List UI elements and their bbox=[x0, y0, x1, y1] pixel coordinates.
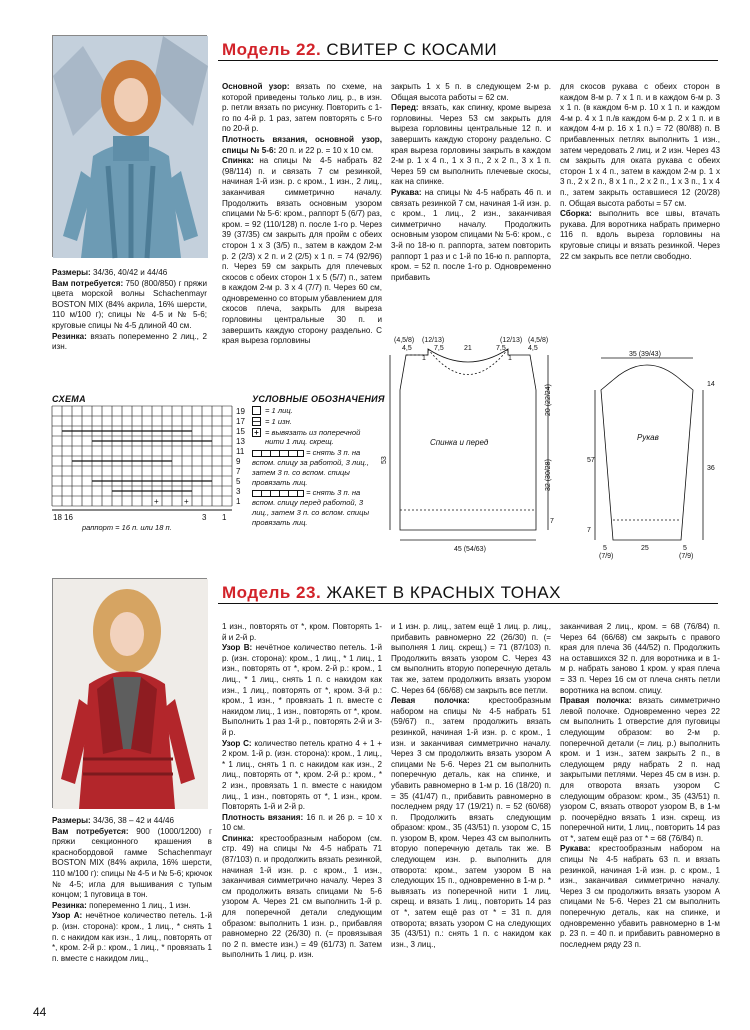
spec-sizes: Размеры: 34/36, 40/42 и 44/46 bbox=[52, 268, 168, 277]
svg-text:32 (30/28): 32 (30/28) bbox=[545, 459, 552, 491]
svg-text:7,5: 7,5 bbox=[434, 345, 444, 352]
svg-text:45 (54/63): 45 (54/63) bbox=[454, 546, 486, 553]
svg-text:1: 1 bbox=[508, 355, 512, 362]
pattern-sleeve bbox=[585, 350, 725, 560]
model23-title bbox=[222, 583, 561, 603]
scheme-stitch-label: 16 bbox=[64, 513, 73, 522]
spec-materials: Вам потребуется: 750 (800/850) г пряжи цвета морской волны Schachenmayr BOSTON MIX (84% акрила, 16% шерсти, 110 м/100 г); спицы № 4-5 и № 5-6; круговые спицы № 4-5 длиной 40 см. bbox=[52, 278, 207, 330]
scheme-row-label: 9 bbox=[236, 457, 241, 466]
increase-symbol: + bbox=[252, 428, 261, 437]
svg-text:(7/9): (7/9) bbox=[599, 553, 614, 560]
scheme-stitch-label: 1 bbox=[222, 513, 227, 522]
scheme-stitch-label: 18 bbox=[53, 513, 62, 522]
svg-text:4,5: 4,5 bbox=[402, 345, 412, 352]
svg-text:7: 7 bbox=[587, 527, 591, 534]
model23-photo-illustration bbox=[53, 579, 208, 809]
model23-number: Модель 23. bbox=[222, 583, 322, 602]
knit-symbol bbox=[252, 406, 261, 415]
model22-specs bbox=[52, 268, 207, 353]
scheme-row-label: 13 bbox=[236, 437, 245, 446]
legend bbox=[252, 406, 372, 529]
scheme-row-label: 5 bbox=[236, 477, 241, 486]
dim-shoulder-left: (4,5/8) bbox=[394, 337, 415, 344]
svg-text:14: 14 bbox=[707, 381, 715, 388]
model23-title-rule bbox=[218, 603, 718, 604]
model23-name: ЖАКЕТ В КРАСНЫХ ТОНАХ bbox=[326, 583, 561, 602]
model22-title-rule bbox=[218, 60, 718, 61]
scheme-chart bbox=[48, 402, 244, 537]
svg-text:(7/9): (7/9) bbox=[679, 553, 694, 560]
svg-text:(4,5/8): (4,5/8) bbox=[528, 337, 549, 344]
model23-col3: заканчивая 2 лиц., кром. = 68 (76/84) п. Через 64 (66/68) см закрыть с правого края для плеча 36 (44/52) п. Продолжить на оставшихся 32 п. для воротника и в 1-м р. набрать заново 1 кром. у края плеча = 33 п. Через 16 см от плеча снять петли воротника на вспом. спицу. Правая полочка: вязать симметрично левой полочке. Одновременно через 22 см выполнить 1 отверстие для пуговицы следующим образом: во 2-м р. поперечной детали (= лиц. р.) выполнить кром. и 1 изн., затем закрыть 2 п., в следующем ряду набрать 2 п. над закрытыми петлями. Через 45 см в изн. р. для отворота вязать узором С следующим образом: кром., 35 (43/51) п. узором С, вязать отворот узором В, в 1-м р. поочерёдно вязать 1 изн. скрещ. из поперечной нити, 1 лиц., повторить 14 раз от *, затем ещё раз от * = 68 (76/84) п. Рукава: крестообразным набором на спицы № 4-5 набрать 63 п. и вязать резинкой, начиная 1-й изн. р. с кром., 1 изн., заканчивая симметрично началу. Через 3 см продолжить вязать узором А спицами № 5-6. Через 21 см выполнить поперечную деталь, как на спинке, и одновременно убавить равномерно в 1-м р. 23 п. = 40 п. и прибавить равномерно в последнем ряду 23 п. bbox=[560, 622, 720, 949]
scheme-row-label: 19 bbox=[236, 407, 245, 416]
increase-mark: + bbox=[154, 497, 159, 506]
model22-title bbox=[222, 40, 497, 60]
scheme-row-label: 7 bbox=[236, 467, 241, 476]
cable-right-symbol bbox=[252, 490, 304, 497]
sleeve-outline bbox=[601, 365, 693, 540]
svg-text:53: 53 bbox=[381, 456, 388, 464]
svg-text:7: 7 bbox=[550, 518, 554, 525]
legend-title: УСЛОВНЫЕ ОБОЗНАЧЕНИЯ bbox=[252, 394, 385, 404]
svg-text:25: 25 bbox=[641, 545, 649, 552]
scheme-row-label: 17 bbox=[236, 417, 245, 426]
pattern-back-front bbox=[378, 335, 588, 560]
page-number: 44 bbox=[33, 1005, 47, 1019]
svg-text:57: 57 bbox=[587, 457, 595, 464]
scheme-row-label: 1 bbox=[236, 497, 241, 506]
model23-specs: Размеры: 34/36, 38 – 42 и 44/46 Вам потребуется: 900 (1000/1200) г пряжи секционного крашения в краснобордовой гамме Schachenmayr BOSTON MIX (84% акрила, 16% шерсти, 110 м/100 г): спицы № 4-5 и № 5-6; крючок № 4-5; игла для вышивания с тупым концом; 1 пуговица в тон. Резинка: попеременно 1 лиц., 1 изн. Узор А: нечётное количество петель. 1-й р. (изн. сторона): кром., 1 лиц., * снять 1 п. с накидом как изн., 1 лиц., повторять от *, кром. 2-й р.: кром., 1 лиц., * провязать 1 п. вместе с накидом лиц., bbox=[52, 816, 212, 963]
dim-neck-left: (12/13) bbox=[422, 337, 445, 344]
model22-number: Модель 22. bbox=[222, 40, 322, 59]
svg-text:36: 36 bbox=[707, 465, 715, 472]
model23-col1: 1 изн., повторять от *, кром. Повторять 1-й и 2-й р. Узор В: нечётное количество петель. 1-й р. (изн. сторона): кром., 1 лиц., * 1 лиц., 1 изн., повторять от *, кром. 2-й р.: кром., 1 лиц., * 1 лиц., снять 1 п. с накидом как изн., 1 лиц., повторять от *, кром. 3-й р.: кром., 1 изн., * провязать 1 п. вместе с накидом лиц., 1 изн., повторять от *, кром. Выполнить 1 раз 1-й р., повторять 2-й и 3-й р. Узор С: количество петель кратно 4 + 1 + 2 кром. 1-й р. (изн. сторона): кром., 1 лиц., * 1 лиц., снять 1 п. с накидом как изн., 2 лиц., повторять от *, кром. 2-й р.: кром., * 2 изн., провязать 1 п. вместе с накидом лиц., 1 изн., повторять от *, 1 изн., кром. Повторять 1-й и 2-й р. Плотность вязания: 16 п. и 26 р. = 10 х 10 см. Спинка: крестообразным набором (см. стр. 49) на спицы № 4-5 набрать 71 (87/103) п. и продолжить вязать резинкой, начиная 1-й изн. р. с кром., 1 изн., заканчивая симметрично началу. Через 3 см продолжить вязать спицами № 5-6 узором А. Через 21 см выполнить 1-й р. для поперечной детали следующим образом: выполнить 1 изн. р., прибавляя равномерно 22 (26/30) п. (= провязывая по 2 п. вместе изн.) = 49 (61/73) п. Затем выполнить 1 лиц. р. изн. bbox=[222, 622, 382, 960]
svg-text:7,5: 7,5 bbox=[496, 345, 506, 352]
svg-text:20 (22/24): 20 (22/24) bbox=[545, 384, 552, 416]
model22-col3: для скосов рукава с обеих сторон в каждом 8-м р. 7 х 1 п. и в каждом 6-м р. 3 х 1 п. (в каждом 6-м р. 10 х 1 п. и каждом 4-м р. 4 х 1 п./в каждом 6-м р. 2 х 1 п. и в каждом 4-м р. 16 х 1 п.) = 72 (80/88) п. В прибавленных петлях выполнить 1 изн., затем чередовать 2 лиц. и 2 изн. Через 43 см закрыть для оката рукава с обеих сторон 1 х 4 п., затем в каждом 2-м р. 1 х 3 п., 2 х 2 п., 8 х 1 п., 2 х 2 п., 1 х 3 п., 1 х 4 п., затем закрыть оставшиеся 12 (20/28) п. Общая высота работы = 57 см. Сборка: выполнить все швы, втачать рукава. Для воротника набрать примерно 116 п. вдоль выреза горловины на круговые спицы и вязать резинкой. Через 22 см закрыть все петли свободно. bbox=[560, 82, 720, 261]
scheme-title: СХЕМА bbox=[52, 394, 86, 404]
scheme-row-label: 15 bbox=[236, 427, 245, 436]
legend-cable-right: = снять 3 п. на вспом. спицу перед работой, 3 лиц., затем 3 п. со вспом. спицы провязать лиц. bbox=[252, 488, 370, 527]
model22-col1: Основной узор: вязать по схеме, на которой приведены только лиц. р., в изн. р. петли вязать по рисунку. Повторить с 1-го по 4-й р. 1 раз, затем повторять с 5-го по 20-й р. Плотность вязания, основной узор, спицы № 5-6: 20 п. и 22 р. = 10 х 10 см. Спинка: на спицы № 4-5 набрать 82 (98/114) п. и связать 7 см резинкой, начиная 1-й изн. р. с кром., 1 изн., 2 лиц., заканчивая симметрично началу. Продолжить вязать основным узором спицами № 5-6: кром., раппорт 5 (6/7) раз, кром. = 92 (110/128) п. после 1-го р. Через 39 (37/35) см закрыть для пройм с обеих сторон 1 х 3 (3/5) п., затем в каждом 2-м р. 2 (2/3) х 2 п. и 2 (2/5) х 1 п. = 74 (92/96) п. Через 59 см закрыть для плечевых скосов с обеих сторон 1 х 5 (5/7) п., затем в каждом 2-м р. 3 х 4 (7/7) п. Через 60 см, одновременно со вторым убавлением для скосов плеча, закрыть для выреза горловины центральные 30 п. и завершить каждую сторону раздельно. С края выреза горловины bbox=[222, 82, 382, 346]
svg-text:4,5: 4,5 bbox=[528, 345, 538, 352]
model22-col2: закрыть 1 х 5 п. в следующем 2-м р. Общая высота работы = 62 см. Перед: вязать, как спинку, кроме выреза горловины. Через 53 см закрыть для выреза горловины центральные 12 п. и завершить каждую сторону раздельно. С края выреза горловины закрыть в каждом 2-м р. 1 х 4 п., 1 х 3 п., 2 х 2 п., 3 х 1 п. Через 59 см выполнить плечевые скосы, как на спинке. Рукава: на спицы № 4-5 набрать 46 п. и связать резинкой 7 см, начиная 1-й изн. р. с кром., 1 лиц., 2 изн., заканчивая симметрично началу. Продолжить основным узором спицами № 5-6: кром., с 3-й по 18-ю п. раппорта, затем повторить раппорт 1 раз и с 1-й по 16-ю п. раппорта, кром. = 52 п. после 1-го р. Одновременно прибавить bbox=[391, 82, 551, 282]
legend-cable-left: = снять 3 п. на вспом. спицу за работой, 3 лиц., затем 3 п. со вспом. спицы провязать лиц. bbox=[252, 448, 369, 487]
legend-inc: + = вывязать из поперечной нити 1 лиц. скрещ. bbox=[252, 428, 372, 448]
spec-rib: Резинка: вязать попеременно 2 лиц., 2 изн. bbox=[52, 331, 207, 352]
dim-sleeve-width: 35 (39/43) bbox=[629, 351, 661, 358]
increase-mark: + bbox=[184, 497, 189, 506]
pattern-back-label: Спинка и перед bbox=[430, 438, 489, 447]
scheme-row-label: 3 bbox=[236, 487, 241, 496]
model22-photo bbox=[52, 35, 207, 257]
svg-text:5: 5 bbox=[683, 545, 687, 552]
scheme-rapport: раппорт = 16 п. или 18 п. bbox=[82, 523, 172, 532]
scheme-row-label: 11 bbox=[236, 447, 245, 456]
purl-symbol: — bbox=[253, 416, 261, 426]
pattern-sleeve-label: Рукав bbox=[637, 433, 659, 442]
svg-text:1: 1 bbox=[422, 355, 426, 362]
model23-photo bbox=[52, 578, 207, 808]
legend-purl: — = 1 изн. bbox=[253, 416, 292, 426]
legend-knit: = 1 лиц. bbox=[252, 406, 372, 416]
model22-photo-illustration bbox=[53, 36, 208, 258]
scheme-stitch-label: 3 bbox=[202, 513, 207, 522]
model23-col2: и 1 изн. р. лиц., затем ещё 1 лиц. р. лиц., прибавить равномерно 22 (26/30) п. (= выполняя 1 лиц. скрещ.) = 71 (87/103) п. Продолжить вязать узором С. Через 43 см выполнить вторую поперечную деталь так же, затем продолжить вязать узором С. Через 64 (66/68) см закрыть все петли. Левая полочка: крестообразным набором на спицы № 4-5 набрать 51 (59/67) п., затем продолжить вязать резинкой, начиная 1-й изн. р. с кром., 1 изн. и заканчивая симметрично началу. Через 3 см продолжить вязать узором А спицами № 5-6. Через 21 см выполнить поперечную деталь, как на спинке, и убавить равномерно в 1-м р. 16 (18/20) п. = 35 (41/47) п., прибавить равномерно в последнем ряду 17 (19/21) п. = 52 (60/68) п. Продолжить вязать следующим образом: кром., 35 (43/51) п. узором С, 15 п. узором В, кром. Через 43 см выполнить вторую поперечную деталь так же. В следующем изн. р. выполнить для отворота: кром., затем узором В на следующих 15 п., одновременно в 1-м р. * вывязать из поперечной нити 1 лиц. скрещ. и вязать 1 лиц., повторить 14 раз от *, затем ещё раз от * = 31 п. для отворота; вязать узором С на следующих 35 (43/51) п.: снять 1 п. с накидом как изн., 3 лиц., bbox=[391, 622, 551, 949]
cable-left-symbol bbox=[252, 450, 304, 457]
svg-text:21: 21 bbox=[464, 345, 472, 352]
svg-text:(12/13): (12/13) bbox=[500, 337, 523, 344]
svg-text:5: 5 bbox=[603, 545, 607, 552]
model22-name: СВИТЕР С КОСАМИ bbox=[326, 40, 498, 59]
